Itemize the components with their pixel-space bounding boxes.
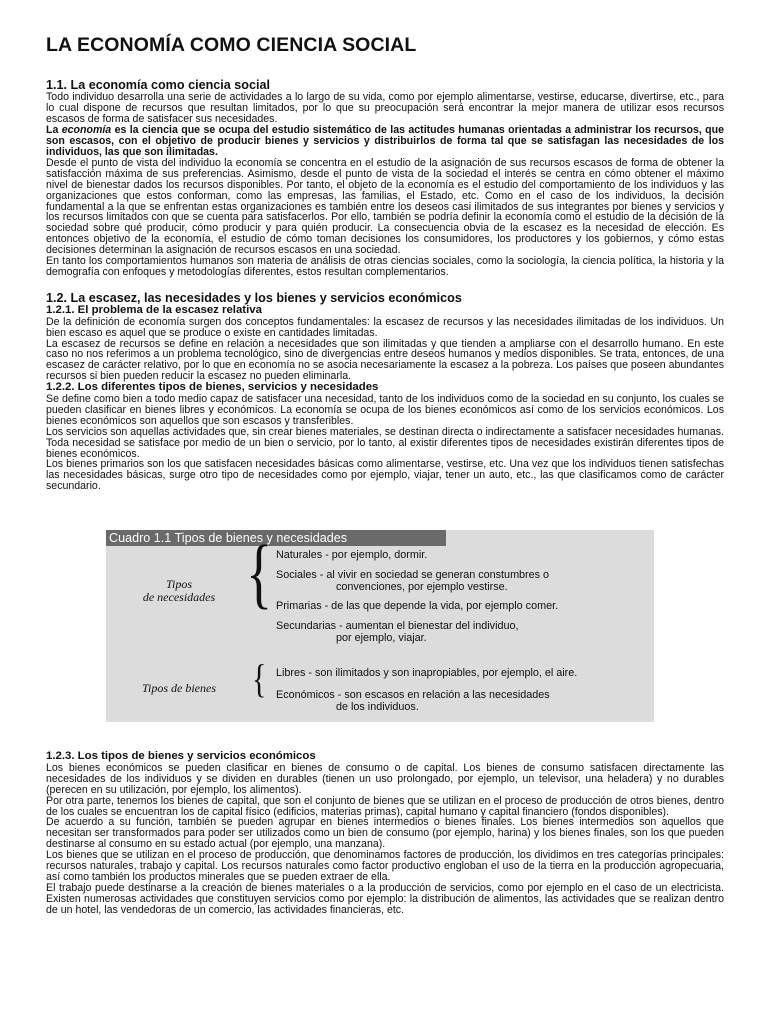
section-1-2-3-heading: 1.2.3. Los tipos de bienes y servicios económicos [46,750,316,763]
cuadro-figure [106,530,654,722]
paragraph: El trabajo puede destinarse a la creación de bienes materiales o a la producción de servicios, como por ejemplo en el caso de un electricista. Existen numerosas actividades que constituyen servicios como por ejemplo: la distribución de alimentos, las actividades que se realizan dentro de un hotel, las vendedoras de un comercio, las actividades financieras, etc. [46,882,724,917]
paragraph: Los bienes económicos se pueden clasificar en bienes de consumo o de capital. Los bienes de consumo satisfacen directamente las necesidades de los individuos y se dividen en durables (tienen un uso prolongado, por ejemplo, un televisor, una heladera) y no durables (perecen en su utilización, por ejemplo, los alimentos). [46,761,724,796]
paragraph: La escasez de recursos se define en relación a necesidades que son ilimitadas y que tienden a ampliarse con el desarrollo humano. En este caso no nos referimos a un problema tecnológico, sino de divergencias entre deseos humanos y medios disponibles. Se trata, entonces, de una escasez de carácter relativo, por lo que en economía no se asocia necesariamente la escasez a la pobreza. Los países que poseen abundantes recursos si bien pueden reducir la escasez no pueden eliminarla. [46,337,724,383]
necesidad-naturales: Naturales - por ejemplo, dormir. [276,549,428,562]
necesidad-secundarias-line1: Secundarias - aumentan el bienestar del individuo, [276,620,519,633]
necesidades-label-line2: de necesidades [142,590,216,605]
necesidad-sociales [276,570,549,593]
necesidades-label [120,578,238,604]
paragraph: Todo individuo desarrolla una serie de actividades a lo largo de su vida, como por ejemplo alimentarse, vestirse, educarse, divertirse, etc., para lo cual dispone de recursos que resultan limitados, por lo que su preocupación será encontrar la mejor manera de utilizar esos recursos escasos de forma de satisfacer sus necesidades. [46,91,724,125]
section-1-2-1-heading: 1.2.1. El problema de la escasez relativa [46,304,262,317]
curly-brace-icon: { [246,529,273,617]
definition-prefix: La [46,123,62,136]
necesidad-sociales-line1: Sociales - al vivir en sociedad se generan constumbres o [276,569,550,582]
necesidad-primarias: Primarias - de las que depende la vida, por ejemplo comer. [276,600,559,613]
bien-economicos-line2: de los individuos. [336,700,419,713]
section-1-2-2-heading: 1.2.2. Los diferentes tipos de bienes, servicios y necesidades [46,381,379,394]
necesidad-sociales-line2: convenciones, por ejemplo vestirse. [336,580,508,593]
necesidades-label-line1: Tipos [165,577,192,592]
paragraph: Los bienes primarios son los que satisfacen necesidades básicas como alimentarse, vestirse, etc. Una vez que los individuos tienen satisfechas las necesidades básicas, surge otro tipo de necesidades como por ejemplo, viajar, tener un auto, etc., las que clasificamos como de carácter secundario. [46,458,724,493]
paragraph: Los servicios son aquellas actividades que, sin crear bienes materiales, se destinan directa o indirectamente a satisfacer necesidades humanas. Toda necesidad se satisface por medio de un bien o servicio, por lo tanto, al existir diferentes tipos de necesidades existirán diferentes tipos de bienes económicos. [46,425,724,460]
paragraph: Se define como bien a todo medio capaz de satisfacer una necesidad, tanto de los individuos como de la sociedad en su conjunto, los cuales se pueden clasificar en bienes libres y económicos. La economía se ocupa de los bienes económicos así como de los servicios económicos. Los bienes económicos son aquellos que son escasos y transferibles. [46,392,724,427]
economy-definition [46,125,724,158]
bien-libres: Libres - son ilimitados y son inapropiables, por ejemplo, el aire. [276,667,578,680]
curly-brace-icon: { [252,656,267,702]
document-page [46,34,724,916]
definition-text: es la ciencia que se ocupa del estudio sistemático de las actitudes humanas orientadas a administrar los recursos, que son escasos, con el objetivo de producir bienes y servicios y distribuirlos de forma tal que se satisfagan las necesidades de los individuos, las que son ilimitadas. [46,123,725,158]
cuadro-title: Cuadro 1.1 Tipos de bienes y necesidades [106,530,446,546]
bien-economicos-line1: Económicos - son escasos en relación a las necesidades [276,689,550,702]
section-1-2-heading: 1.2. La escasez, las necesidades y los bienes y servicios económicos [46,291,462,306]
necesidad-secundarias-line2: por ejemplo, viajar. [336,631,427,644]
paragraph: De acuerdo a su función, también se pueden agrupar en bienes intermedios o bienes finales. Los bienes intermedios son aquellos que necesitan ser transformados para poder ser utilizados como un bien de consumo (por ejemplo, harina) y los bienes finales, son los que pueden destinarse al consumo en su estado actual (por ejemplo, una manzana). [46,816,724,851]
necesidad-secundarias [276,621,518,644]
paragraph: En tanto los comportamientos humanos son materia de análisis de otras ciencias sociales, como la sociología, la ciencia política, la historia y la demografía con enfoques y metodologías diferentes, estos resultan complementarios. [46,255,724,279]
section-1-1-heading: 1.1. La economía como ciencia social [46,78,270,92]
document-title: LA ECONOMÍA COMO CIENCIA SOCIAL [46,34,417,56]
paragraph: Los bienes que se utilizan en el proceso de producción, que denominamos factores de producción, los dividimos en tres categorías principales: recursos naturales, trabajo y capital. Los recursos naturales como factor productivo engloban el uso de la tierra en la producción agropecuaria, así como también los productos minerales que se pueden extraer de ella. [46,849,724,884]
bienes-label: Tipos de bienes [142,681,216,696]
paragraph: Desde el punto de vista del individuo la economía se concentra en el estudio de la asignación de sus recursos escasos de forma de obtener la satisfacción máxima de sus preferencias. Asimismo, desde el punto de vista de la sociedad el interés se centra en cómo obtener el máximo nivel de bienestar dados los recursos disponibles. Por tanto, el objeto de la economía es el estudio del comportamiento de los individuos y las organizaciones que estos conforman, como las empresas, las familias, el Estado, etc. Como en el caso de los individuos, la decisión fundamental a la que se enfrentan estas organizaciones es también entre los deseos casi ilimitados de sus integrantes por bienes y servicios y los recursos limitados con que se cuenta para satisfacerlos. Por ello, también se podría definir la economía como el estudio de la decisión de la sociedad sobre qué producir, cómo producir y para quién producir. La consecuencia obvia de la escasez es la necesidad de elección. Es entonces objetivo de la economía, el estudio de cómo toman decisiones los consumidores, los productores y los gobiernos, y cómo estas decisiones determinan la asignación de recursos escasos en una sociedad. [46,156,724,257]
definition-term: economía [61,123,112,136]
paragraph: Por otra parte, tenemos los bienes de capital, que son el conjunto de bienes que se utilizan en el proceso de producción de otros bienes, dentro de los cuales se encuentran los de capital físico (edificios, materias primas), capital humano y capital financiero (fondos disponibles). [46,794,724,818]
bien-economicos [276,690,550,713]
paragraph: De la definición de economía surgen dos conceptos fundamentales: la escasez de recursos y las necesidades ilimitadas de los individuos. Un bien escaso es aquel que se produce o existe en cantidades limitadas. [46,315,724,339]
